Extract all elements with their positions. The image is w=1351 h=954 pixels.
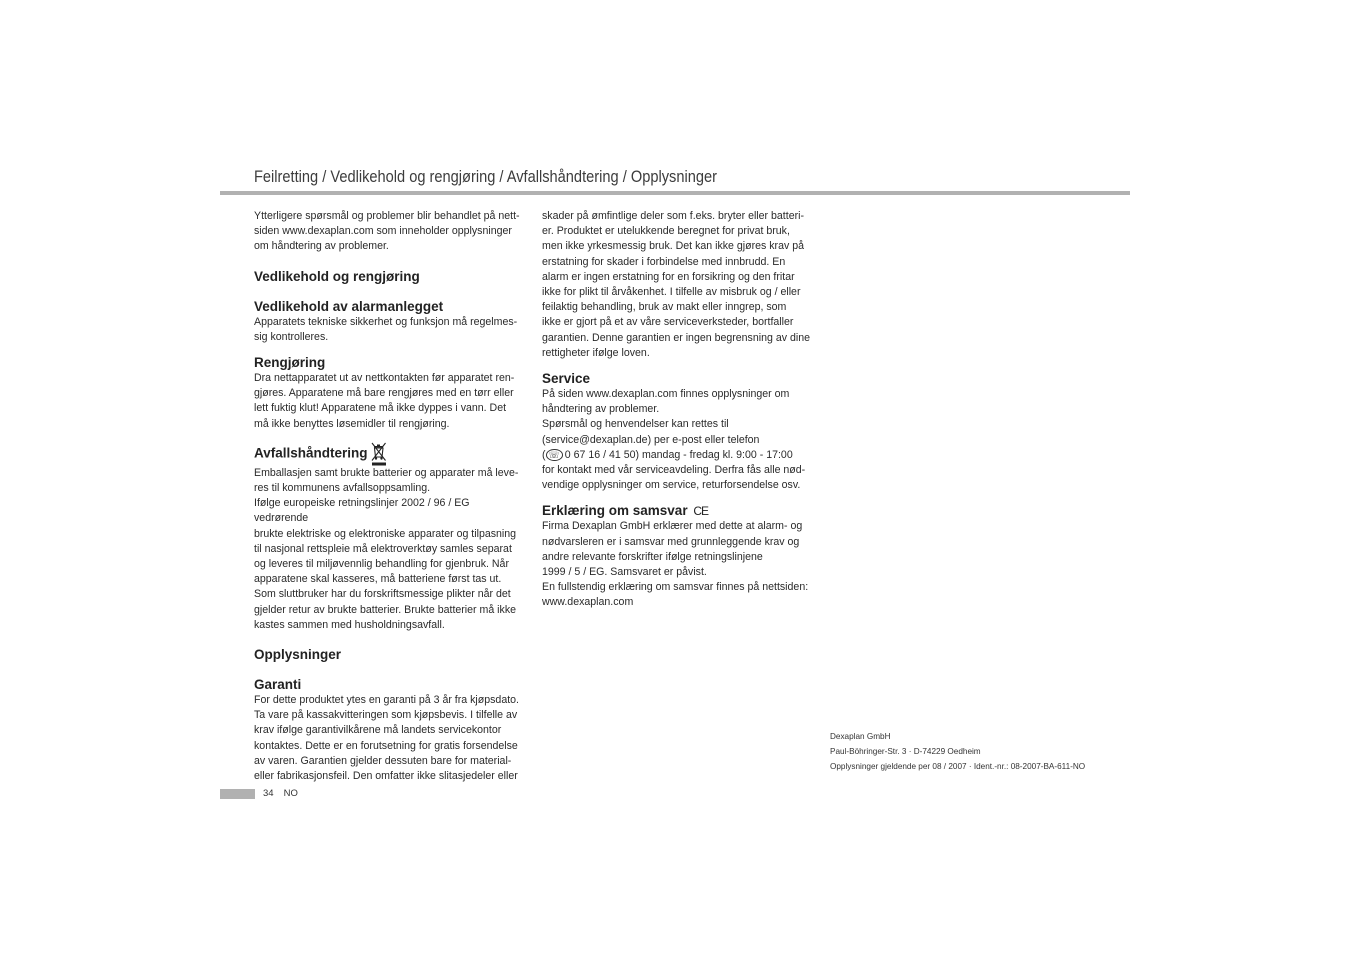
text-line: Dra nettapparatet ut av nettkontakten før apparatet ren-	[254, 372, 515, 385]
text-line: eller fabrikasjonsfeil. Den omfatter ikke slitasjedeler eller	[254, 770, 518, 783]
warranty-continued	[542, 209, 817, 361]
footer-ident: Opplysninger gjeldende per 08 / 2007 · Ident.-nr.: 08-2007-BA-611-NO	[830, 762, 1086, 772]
ce-mark-icon: CE	[693, 504, 709, 519]
crossed-out-wheelie-bin-icon	[371, 442, 387, 466]
text-line: kastes sammen med husholdningsavfall.	[254, 618, 445, 631]
intro-paragraph	[254, 209, 524, 255]
text-line: vendige opplysninger om service, returforsendelse osv.	[542, 479, 801, 492]
info-heading: Opplysninger	[254, 647, 342, 663]
text-line: siden www.dexaplan.com som inneholder opplysninger	[254, 225, 512, 238]
alarm-maintenance-body	[254, 315, 524, 345]
text-line: En fullstendig erklæring om samsvar finnes på nettsiden:	[542, 581, 809, 594]
warranty-heading: Garanti	[254, 677, 302, 693]
text-line: krav ifølge garantivilkårene må landets servicekontor	[254, 724, 502, 737]
text-line: gjøres. Apparatene må bare rengjøres med en tørr eller	[254, 387, 514, 400]
text-line: For dette produktet ytes en garanti på 3 år fra kjøpsdato.	[254, 694, 519, 707]
text-line: er. Produktet er utelukkende beregnet for privat bruk,	[542, 225, 790, 238]
middle-column	[542, 209, 817, 611]
page-language: NO	[283, 788, 298, 799]
text-line: Ta vare på kassakvitteringen som kjøpsbevis. I tilfelle av	[254, 709, 518, 722]
phone-line: ( ☏ 0 67 16 / 41 50) mandag - fredag kl. 9:00 - 17:00	[542, 448, 793, 461]
text-line: Ifølge europeiske retningslinjer 2002 / 96 / EG vedrørende	[254, 497, 470, 525]
page-title: Feilretting / Vedlikehold og rengjøring / Avfallshåndtering / Opplysninger	[254, 167, 717, 186]
text-line: Firma Dexaplan GmbH erklærer med dette at alarm- og	[542, 520, 803, 533]
text-line: lett fuktig klut! Apparatene må ikke dyppes i vann. Det	[254, 402, 507, 415]
text-line: ikke for plikt til årvåkenhet. I tilfelle av misbruk og / eller	[542, 286, 801, 299]
text-line: erstatning for skader i forbindelse med innbrudd. En	[542, 255, 786, 268]
service-heading: Service	[542, 371, 591, 387]
text-line: 1999 / 5 / EG. Samsvaret er påvist.	[542, 566, 707, 579]
left-column	[254, 209, 524, 784]
text-line: nødvarsleren er i samsvar med grunnleggende krav og	[542, 535, 800, 548]
phone-icon: ☏	[546, 449, 563, 461]
publisher-footer	[830, 729, 1085, 775]
conformity-heading-row	[542, 503, 817, 519]
cleaning-body	[254, 371, 524, 432]
text-line: (service@dexaplan.de) per e-post eller telefon	[542, 433, 760, 446]
text-line: rettigheter ifølge loven.	[542, 346, 650, 359]
conformity-heading: Erklæring om samsvar	[542, 503, 688, 519]
maintenance-heading: Vedlikehold og rengjøring	[254, 268, 420, 284]
text-line: apparatene skal kasseres, må batteriene først tas ut.	[254, 573, 502, 586]
text-line: og leveres til miljøvennlig behandling for gjenbruk. Når	[254, 558, 509, 571]
text-line: av varen. Garantien gjelder dessuten bare for material-	[254, 754, 512, 767]
text-line: På siden www.dexaplan.com finnes opplysninger om	[542, 388, 790, 401]
warranty-body	[254, 693, 524, 784]
text-line: Apparatets tekniske sikkerhet og funksjon må regelmes-	[254, 315, 518, 328]
cleaning-heading: Rengjøring	[254, 355, 326, 371]
title-rule	[220, 191, 1130, 195]
text-line: Som sluttbruker har du forskriftsmessige plikter når det	[254, 588, 511, 601]
text-line: andre relevante forskrifter ifølge retningslinjene	[542, 550, 763, 563]
disposal-heading-row	[254, 442, 524, 466]
text-line: brukte elektriske og elektroniske apparater og tilpasning	[254, 527, 517, 540]
text-line: res til kommunens avfallsoppsamling.	[254, 482, 431, 495]
text-line: kontaktes. Dette er en forutsetning for gratis forsendelse	[254, 739, 518, 752]
service-body-continued	[542, 463, 817, 493]
text-line: Emballasjen samt brukte batterier og apparater må leve-	[254, 466, 519, 479]
text-line: alarm er ingen erstatning for en forsikring og den fritar	[542, 270, 795, 283]
page-number	[263, 788, 298, 799]
text-line: Ytterligere spørsmål og problemer blir behandlet på nett-	[254, 210, 520, 222]
service-body	[542, 387, 817, 448]
text-line: skader på ømfintlige deler som f.eks. bryter eller batteri-	[542, 210, 804, 222]
text-line: sig kontrolleres.	[254, 330, 329, 343]
text-line: garantien. Denne garantien er ingen begrensning av dine	[542, 331, 810, 344]
disposal-body	[254, 466, 524, 633]
page-number-value: 34	[263, 788, 274, 799]
text-line: til nasjonal rettspleie må elektroverktøy samles separat	[254, 542, 512, 555]
text-line: www.dexaplan.com	[542, 596, 634, 609]
text-line: for kontakt med vår serviceavdeling. Derfra fås alle nød-	[542, 464, 806, 477]
alarm-maintenance-heading: Vedlikehold av alarmanlegget	[254, 298, 444, 314]
footer-address: Paul-Böhringer-Str. 3 · D-74229 Oedheim	[830, 747, 981, 757]
text-line: gjelder retur av brukte batterier. Brukte batterier må ikke	[254, 603, 517, 616]
text-line: om håndtering av problemer.	[254, 240, 389, 253]
text-line: ikke er gjort på et av våre serviceverksteder, bortfaller	[542, 316, 794, 329]
text-line: Spørsmål og henvendelser kan rettes til	[542, 418, 729, 431]
text-line: må ikke benyttes løsemidler til rengjøring.	[254, 417, 450, 430]
footer-company: Dexaplan GmbH	[830, 732, 891, 741]
text-line: feilaktig behandling, bruk av makt eller inngrep, som	[542, 301, 787, 314]
page-number-bar	[220, 789, 255, 799]
phone-number: 0 67 16 / 41 50) mandag - fredag kl. 9:00 - 17:00	[564, 448, 793, 461]
text-line: men ikke yrkesmessig bruk. Det kan ikke gjøres krav på	[542, 240, 804, 253]
disposal-heading: Avfallshåndtering	[254, 445, 368, 461]
text-line: håndtering av problemer.	[542, 403, 660, 416]
conformity-body	[542, 519, 817, 610]
